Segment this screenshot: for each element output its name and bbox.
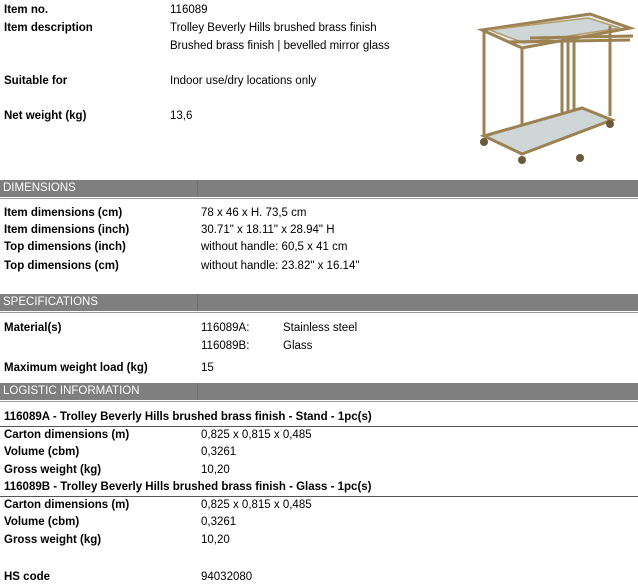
item-no-label: Item no. [4, 4, 49, 16]
gross-weight-label: Gross weight (kg) [4, 464, 102, 476]
dimension-row-value: without handle: 60,5 x 41 cm [201, 241, 348, 253]
dimension-row-value: 78 x 46 x H. 73,5 cm [201, 207, 307, 219]
volume-label: Volume (cbm) [4, 446, 80, 458]
suitable-for-label: Suitable for [4, 75, 68, 87]
dimensions-title: DIMENSIONS [3, 182, 76, 194]
carton-dimensions-label: Carton dimensions (m) [4, 429, 130, 441]
suitable-for-value: Indoor use/dry locations only [170, 75, 317, 87]
material-code: 116089A: [201, 322, 250, 334]
gross-weight-value: 10,20 [201, 464, 230, 476]
logistic-header [0, 383, 638, 400]
carton-dimensions-label: Carton dimensions (m) [4, 499, 130, 511]
volume-value: 0,3261 [201, 516, 237, 528]
item-description-line1: Trolley Beverly Hills brushed brass finish [170, 22, 377, 34]
max-load-value: 15 [201, 362, 214, 374]
net-weight-value: 13,6 [170, 110, 193, 122]
hs-code-label: HS code [4, 571, 51, 583]
dimension-row-value: without handle: 23.82" x 16.14" [201, 260, 360, 272]
material-name: Stainless steel [283, 322, 358, 334]
material-name: Glass [283, 340, 313, 352]
item-description-label: Item description [4, 22, 93, 34]
part-heading: 116089A - Trolley Beverly Hills brushed brass finish - Stand - 1pc(s) [4, 411, 372, 423]
gross-weight-value: 10,20 [201, 534, 230, 546]
dimension-row-label: Item dimensions (inch) [4, 224, 130, 236]
material-code: 116089B: [201, 340, 250, 352]
part-heading: 116089B - Trolley Beverly Hills brushed brass finish - Glass - 1pc(s) [4, 481, 372, 493]
gross-weight-label: Gross weight (kg) [4, 534, 102, 546]
divider [0, 426, 638, 427]
hs-code-value: 94032080 [201, 571, 253, 583]
materials-label: Material(s) [4, 322, 62, 334]
specifications-header [0, 294, 638, 311]
dimension-row-value: 30.71" x 18.11" x 28.94" H [201, 224, 335, 236]
specifications-title: SPECIFICATIONS [3, 296, 98, 308]
product-image [470, 8, 638, 168]
dimensions-header [0, 180, 638, 197]
band-separator [197, 294, 198, 311]
divider [0, 312, 638, 313]
divider [0, 401, 638, 402]
max-load-label: Maximum weight load (kg) [4, 362, 148, 374]
dimension-row-label: Top dimensions (inch) [4, 241, 126, 253]
net-weight-label: Net weight (kg) [4, 110, 87, 122]
item-description-line2: Brushed brass finish | bevelled mirror glass [170, 40, 390, 52]
logistic-title: LOGISTIC INFORMATION [3, 385, 140, 397]
volume-label: Volume (cbm) [4, 516, 80, 528]
divider [0, 496, 638, 497]
carton-dimensions-value: 0,825 x 0,815 x 0,485 [201, 499, 312, 511]
band-separator [197, 180, 198, 197]
dimension-row-label: Item dimensions (cm) [4, 207, 123, 219]
volume-value: 0,3261 [201, 446, 237, 458]
dimension-row-label: Top dimensions (cm) [4, 260, 119, 272]
band-separator [197, 383, 198, 400]
divider [0, 198, 638, 199]
carton-dimensions-value: 0,825 x 0,815 x 0,485 [201, 429, 312, 441]
item-no-value: 116089 [170, 4, 208, 16]
